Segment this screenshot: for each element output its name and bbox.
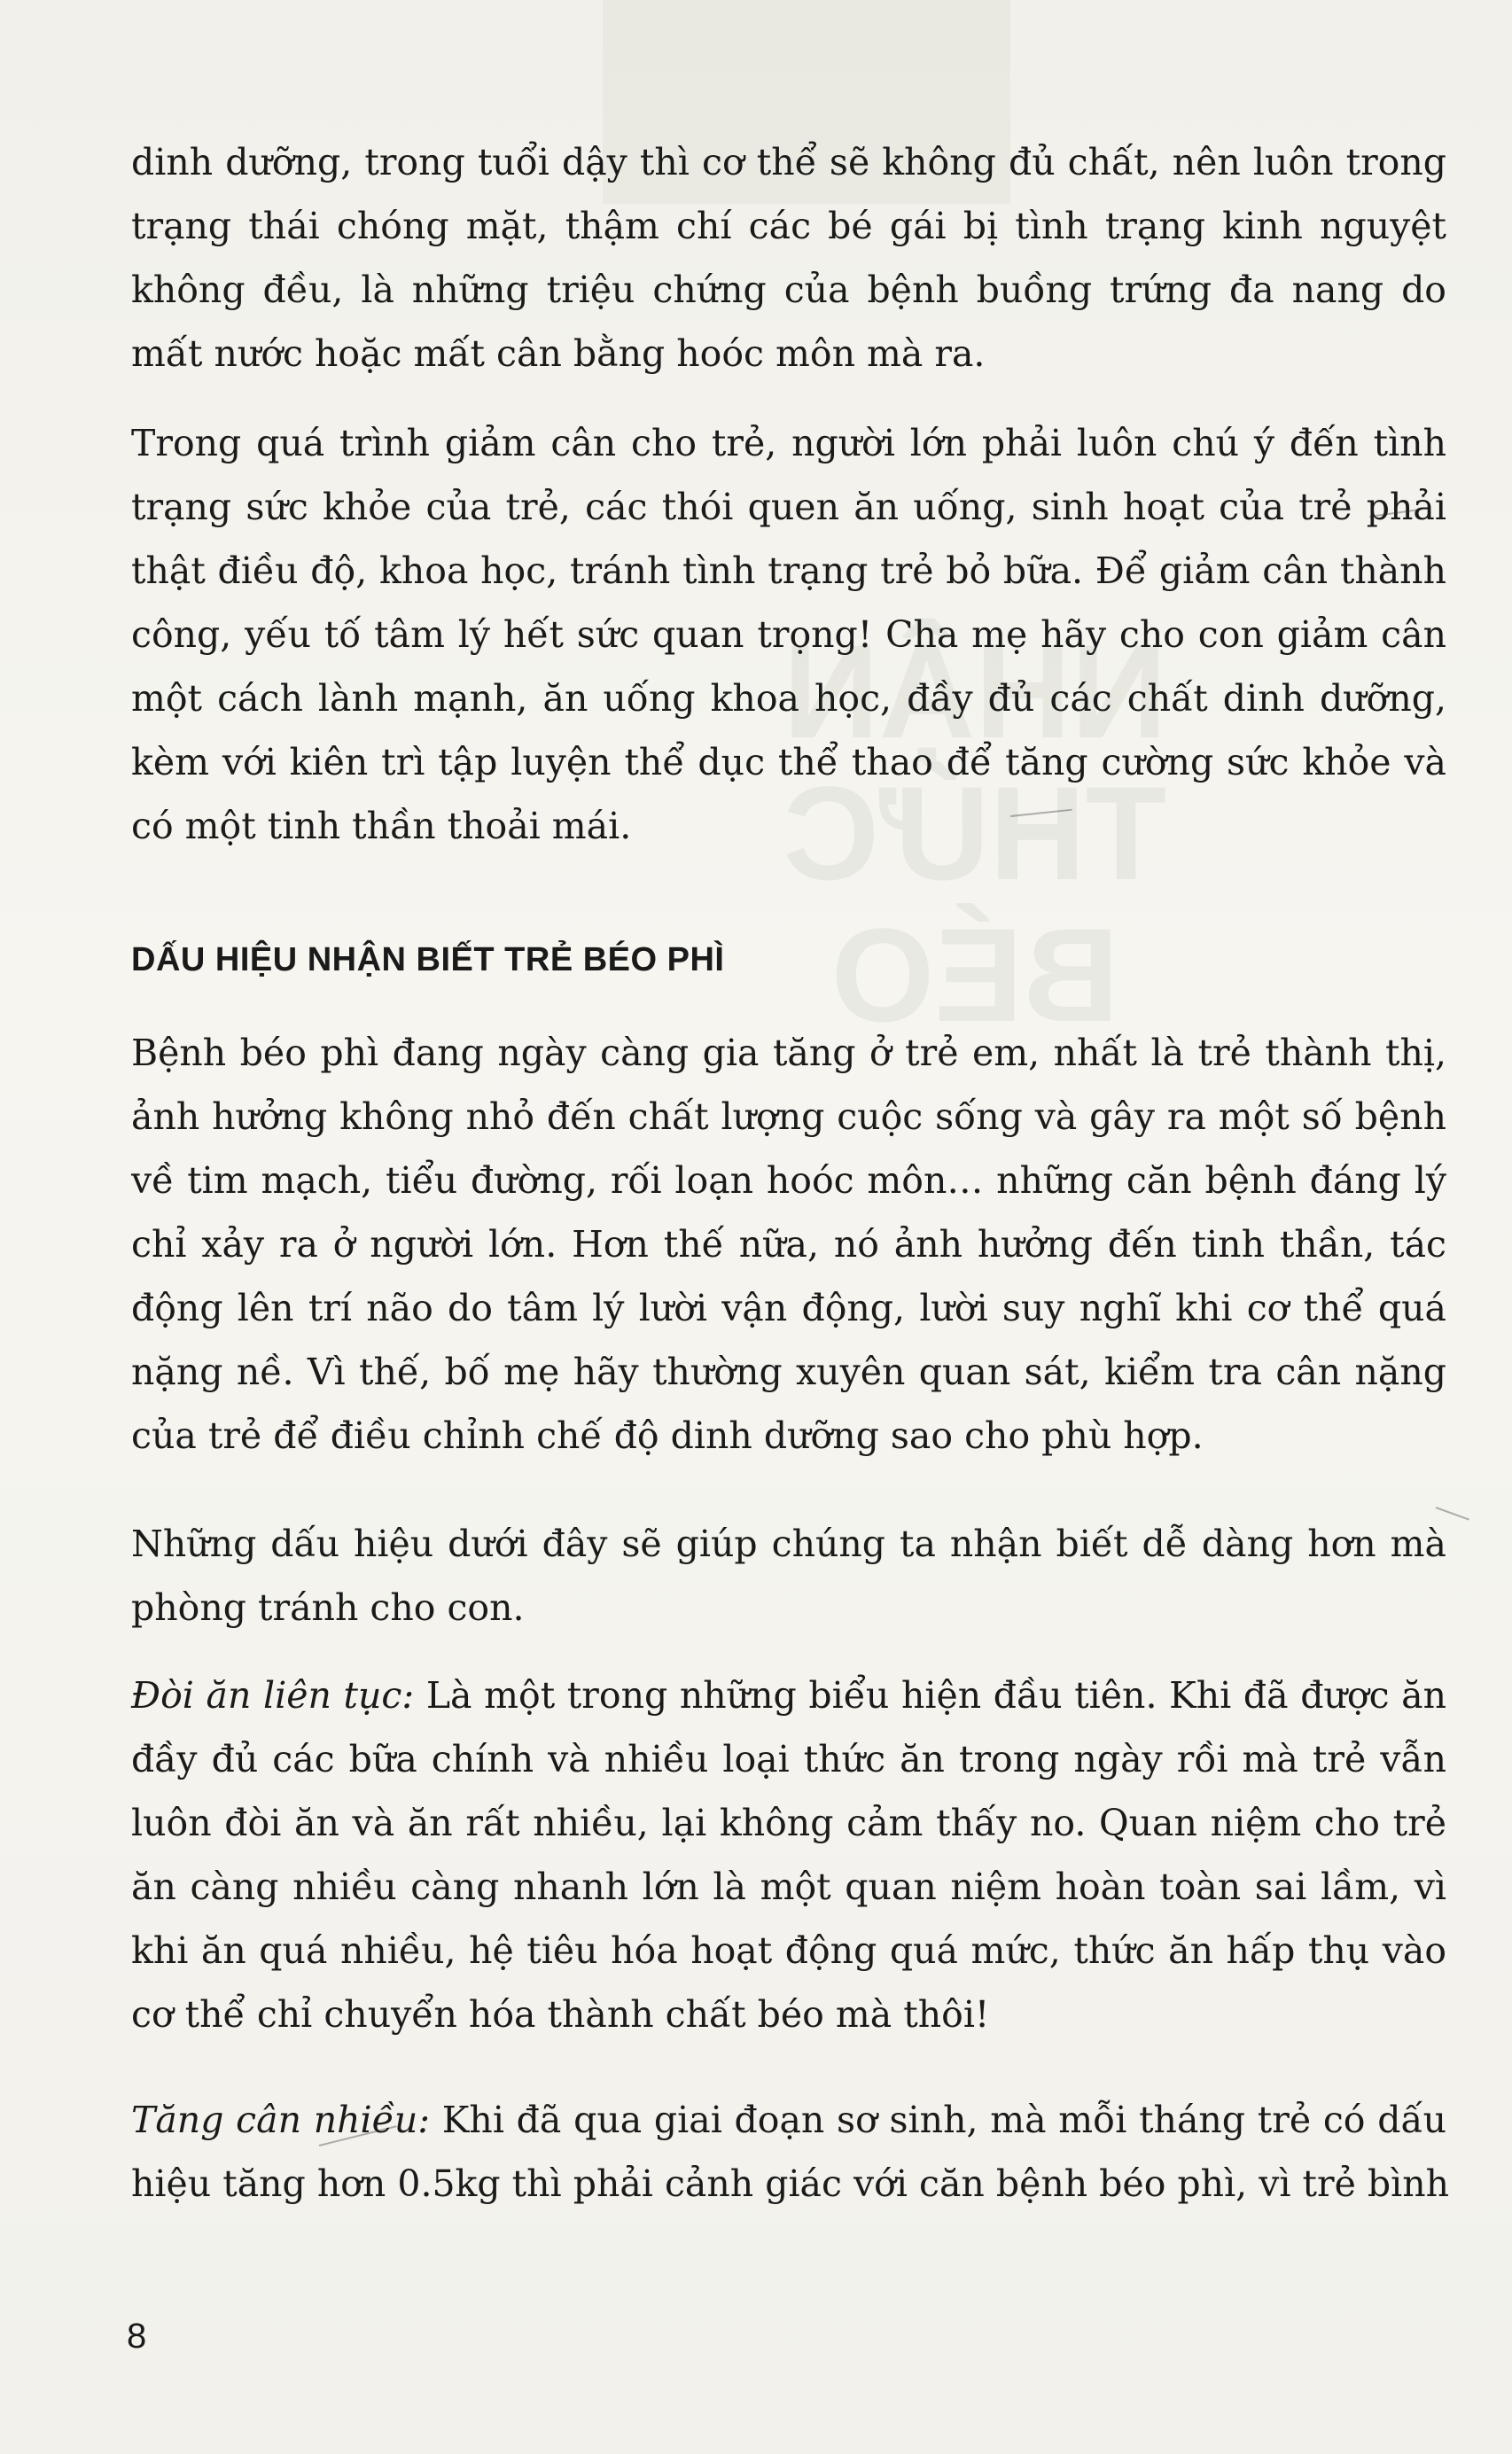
lead-term: Đòi ăn liên tục:	[131, 1674, 415, 1717]
text-line: cơ thể chỉ chuyển hóa thành chất béo mà thôi!	[131, 1993, 990, 2036]
text-line: hiệu tăng hơn 0.5kg thì phải cảnh giác với căn bệnh béo phì, vì trẻ bình	[131, 2162, 1450, 2205]
text-line: thật điều độ, khoa học, tránh tình trạng trẻ bỏ bữa. Để giảm cân thành	[131, 549, 1446, 592]
text-line: Những dấu hiệu dưới đây sẽ giúp chúng ta nhận biết dễ dàng hơn mà	[131, 1523, 1446, 1565]
text-line: luôn đòi ăn và ăn rất nhiều, lại không cảm thấy no. Quan niệm cho trẻ	[131, 1802, 1446, 1844]
text-line: có một tinh thần thoải mái.	[131, 805, 632, 847]
text-line: đầy đủ các bữa chính và nhiều loại thức ăn trong ngày rồi mà trẻ vẫn	[131, 1738, 1446, 1780]
text-line: mất nước hoặc mất cân bằng hoóc môn mà ra.	[131, 332, 986, 375]
section-heading: DẤU HIỆU NHẬN BIẾT TRẺ BÉO PHÌ	[131, 941, 725, 978]
lead-line-rest: Là một trong những biểu hiện đầu tiên. Khi đã được ăn	[414, 1674, 1447, 1717]
text-line: không đều, là những triệu chứng của bệnh buồng trứng đa nang do	[131, 269, 1446, 311]
paragraph-signs-intro	[131, 1512, 1446, 1640]
paragraph-weight-gain	[131, 2088, 1450, 2216]
text-line: chỉ xảy ra ở người lớn. Hơn thế nữa, nó ảnh hưởng đến tinh thần, tác	[131, 1223, 1446, 1266]
text-line: của trẻ để điều chỉnh chế độ dinh dưỡng sao cho phù hợp.	[131, 1414, 1204, 1457]
page-number: 8	[127, 2317, 147, 2356]
text-line: động lên trí não do tâm lý lười vận động, lười suy nghĩ khi cơ thể quá	[131, 1287, 1446, 1329]
text-line: về tim mạch, tiểu đường, rối loạn hoóc môn… những căn bệnh đáng lý	[131, 1159, 1446, 1202]
text-line: phòng tránh cho con.	[131, 1586, 525, 1629]
text-line: nặng nề. Vì thế, bố mẹ hãy thường xuyên quan sát, kiểm tra cân nặng	[131, 1351, 1446, 1393]
text-line: Trong quá trình giảm cân cho trẻ, người lớn phải luôn chú ý đến tình	[131, 422, 1446, 464]
text-line: dinh dưỡng, trong tuổi dậy thì cơ thể sẽ không đủ chất, nên luôn trong	[131, 141, 1446, 183]
text-line	[131, 1663, 1446, 1727]
paragraph-obesity-intro	[131, 1021, 1446, 1468]
text-line: kèm với kiên trì tập luyện thể dục thể thao để tăng cường sức khỏe và	[131, 741, 1446, 783]
text-line: công, yếu tố tâm lý hết sức quan trọng! Cha mẹ hãy cho con giảm cân	[131, 613, 1446, 656]
text-line: trạng sức khỏe của trẻ, các thói quen ăn uống, sinh hoạt của trẻ phải	[131, 486, 1446, 528]
text-line: một cách lành mạnh, ăn uống khoa học, đầy đủ các chất dinh dưỡng,	[131, 677, 1446, 720]
paragraph-weight-loss-advice	[131, 411, 1446, 858]
paragraph-constant-eating	[131, 1663, 1446, 2046]
text-line: khi ăn quá nhiều, hệ tiêu hóa hoạt động quá mức, thức ăn hấp thụ vào	[131, 1929, 1446, 1972]
paragraph-continuation	[131, 130, 1446, 386]
lead-term: Tăng cân nhiều:	[131, 2099, 431, 2141]
text-line: ăn càng nhiều càng nhanh lớn là một quan niệm hoàn toàn sai lầm, vì	[131, 1866, 1446, 1908]
lead-line-rest: Khi đã qua giai đoạn sơ sinh, mà mỗi tháng trẻ có dấu	[430, 2099, 1446, 2141]
text-line: ảnh hưởng không nhỏ đến chất lượng cuộc sống và gây ra một số bệnh	[131, 1095, 1446, 1138]
text-line: Bệnh béo phì đang ngày càng gia tăng ở trẻ em, nhất là trẻ thành thị,	[131, 1032, 1446, 1074]
text-line: trạng thái chóng mặt, thậm chí các bé gái bị tình trạng kinh nguyệt	[131, 205, 1446, 247]
bleed-through-shadow: NHẬN THỨC BÉO	[783, 617, 1167, 1049]
